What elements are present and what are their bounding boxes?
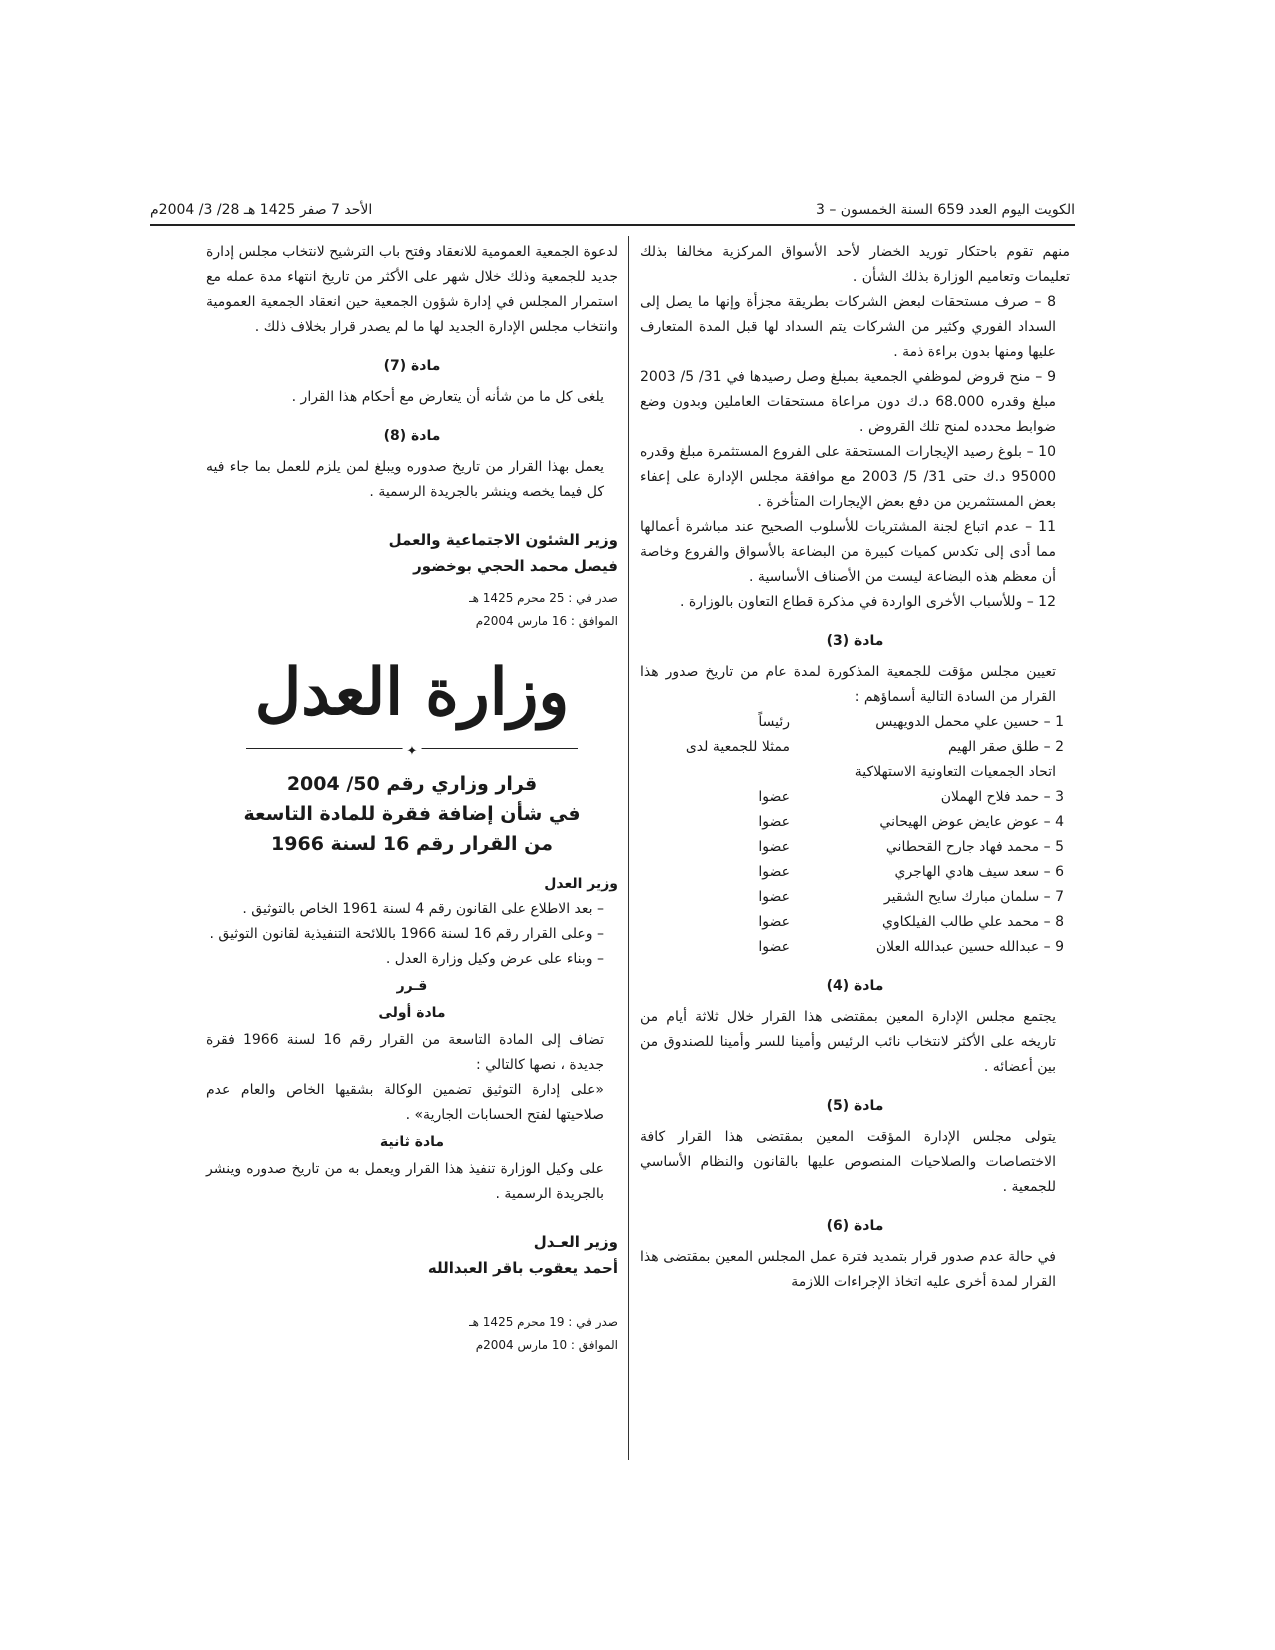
left-column	[206, 240, 618, 1357]
continued-text-left: لدعوة الجمعية العمومية للانعقاد وفتح باب الترشيح لانتخاب مجلس إدارة جديد للجمعية وذلك خلال شهر على الأكثر من تاريخ انتهاء مدة عمله مع استمرار المجلس في إدارة شؤون الجمعية حين انعقاد الجمعية العمومية وانتخاب مجلس الإدارة الجديد لها ما لم يصدر قرار بخلاف ذلك .	[206, 244, 618, 335]
member-role	[680, 760, 790, 785]
member-role: عضوا	[758, 789, 790, 805]
header-rule	[150, 224, 1075, 226]
decision-title	[206, 769, 618, 859]
article-6-text: في حالة عدم صدور قرار بتمديد فترة عمل المجلس المعين بمقتضى هذا القرار لمدة أخرى عليه اتخاذ الإجراءات اللازمة	[640, 1249, 1056, 1290]
decision-title-line-1: قرار وزاري رقم 50/ 2004	[286, 773, 538, 795]
article-8-title: مادة (8)	[383, 428, 441, 444]
decision-title-line-3: من القرار رقم 16 لسنة 1966	[271, 833, 553, 855]
article-first-text: تضاف إلى المادة التاسعة من القرار رقم 16 لسنة 1966 فقرة جديدة ، نصها كالتالي :	[206, 1032, 604, 1073]
member-row	[640, 910, 1070, 935]
issued-date-1: صدر في : 25 محرم 1425 هـ	[469, 591, 618, 605]
article-5-text: يتولى مجلس الإدارة المؤقت المعين بمقتضى هذا القرار كافة الاختصاصات والصلاحيات المنصوص عليها بالقانون والنظام الأساسي للجمعية .	[640, 1129, 1056, 1195]
continued-text: منهم تقوم باحتكار توريد الخضار لأحد الأسواق المركزية مخالفا بذلك تعليمات وتعاميم الوزارة بذلك الشأن .	[640, 244, 1070, 285]
member-name: 4 – عوض عايض عوض الهيحاني	[879, 814, 1064, 830]
item-8: 8 – صرف مستحقات لبعض الشركات بطريقة مجزأة وإنها ما يصل إلى السداد الفوري وكثير من الشركات يتم السداد لها قبل المدة المتعارف عليها ومنها بدون براءة ذمة .	[640, 294, 1056, 360]
header-date: الأحد 7 صفر 1425 هـ 28/ 3/ 2004م	[150, 202, 373, 218]
member-name: 5 – محمد فهاد جارح القحطاني	[885, 839, 1064, 855]
member-role: عضوا	[758, 889, 790, 905]
member-row	[640, 760, 1070, 785]
member-name: اتحاد الجمعيات التعاونية الاستهلاكية	[854, 764, 1056, 780]
agreed-date-1: الموافق : 16 مارس 2004م	[475, 614, 618, 628]
member-row	[640, 710, 1070, 735]
member-name: 6 – سعد سيف هادي الهاجري	[894, 864, 1064, 880]
header-issue-info: الكويت اليوم العدد 659 السنة الخمسون – 3	[815, 202, 1075, 218]
article-8-text: يعمل بهذا القرار من تاريخ صدوره ويبلغ لمن يلزم للعمل بما جاء فيه كل فيما يخصه وينشر بالجريدة الرسمية .	[206, 459, 604, 500]
preamble-1: – بعد الاطلاع على القانون رقم 4 لسنة 1961 الخاص بالتوثيق .	[242, 901, 604, 917]
minister-label: وزير العدل	[544, 876, 618, 892]
article-7-title: مادة (7)	[383, 358, 441, 374]
item-12: 12 – وللأسباب الأخرى الواردة في مذكرة قطاع التعاون بالوزارة .	[680, 594, 1056, 610]
member-row	[640, 735, 1070, 760]
member-role: عضوا	[758, 939, 790, 955]
member-row	[640, 810, 1070, 835]
article-6-title: مادة (6)	[826, 1218, 884, 1234]
item-11: 11 – عدم اتباع لجنة المشتريات للأسلوب الصحيح عند مباشرة أعمالها مما أدى إلى تكدس كميات كبيرة من البضاعة بالأسواق والفروع وخاصة أن معظم هذه البضاعة ليست من الأصناف الأساسية .	[640, 519, 1056, 585]
article-second-title: مادة ثانية	[379, 1134, 445, 1150]
preamble-3: – وبناء على عرض وكيل وزارة العدل .	[385, 951, 604, 967]
article-7-text: يلغى كل ما من شأنه أن يتعارض مع أحكام هذا القرار .	[291, 389, 604, 405]
preamble-2: – وعلى القرار رقم 16 لسنة 1966 باللائحة التنفيذية لقانون التوثيق .	[209, 926, 604, 942]
member-name: 2 – طلق صقر الهيم	[947, 739, 1064, 755]
article-first-quote: «على إدارة التوثيق تضمين الوكالة بشقيها الخاص والعام عدم صلاحيتها لفتح الحسابات الجارية» .	[206, 1082, 604, 1123]
issued-date-2: صدر في : 19 محرم 1425 هـ	[469, 1315, 618, 1329]
agreed-date-2: الموافق : 10 مارس 2004م	[475, 1338, 618, 1352]
article-4-text: يجتمع مجلس الإدارة المعين بمقتضى هذا القرار خلال ثلاثة أيام من تاريخه على الأكثر لانتخاب نائب الرئيس وأمينا للسر وأمينا للصندوق من بين أعضائه .	[640, 1009, 1056, 1075]
page-header	[150, 200, 1075, 224]
logo-divider	[246, 741, 578, 759]
right-column	[640, 240, 1070, 1295]
minister-1-title: وزير الشئون الاجتماعية والعمل	[388, 531, 618, 549]
member-row	[640, 785, 1070, 810]
item-10: 10 – بلوغ رصيد الإيجارات المستحقة على الفروع المستثمرة مبلغ وقدره 95000 د.ك حتى 31/ 5/ 2003 مع موافقة مجلس الإدارة على إعفاء بعض المستثمرين من دفع بعض الإيجارات المتأخرة .	[640, 444, 1057, 510]
member-row	[640, 860, 1070, 885]
council-members-list	[640, 710, 1070, 960]
member-role: عضوا	[758, 864, 790, 880]
member-role: رئيساً	[758, 714, 790, 730]
decision-title-line-2: في شأن إضافة فقرة للمادة التاسعة	[243, 803, 581, 825]
member-role: عضوا	[758, 814, 790, 830]
member-row	[640, 935, 1070, 960]
article-5-title: مادة (5)	[826, 1098, 884, 1114]
article-second-text: على وكيل الوزارة تنفيذ هذا القرار ويعمل به من تاريخ صدوره وينشر بالجريدة الرسمية .	[206, 1161, 604, 1202]
minister-2-name: أحمد يعقوب باقر العبدالله	[427, 1259, 618, 1277]
article-first-title: مادة أولى	[378, 1005, 446, 1021]
member-name: 8 – محمد علي طالب الفيلكاوي	[881, 914, 1064, 930]
member-name: 7 – سلمان مبارك سايح الشقير	[883, 889, 1064, 905]
minister-1-name: فيصل محمد الحجي بوخضور	[413, 557, 618, 575]
article-3-title: مادة (3)	[826, 633, 884, 649]
ministry-of-justice-logo	[206, 651, 618, 735]
article-4-title: مادة (4)	[826, 978, 884, 994]
minister-2-title: وزير العـدل	[533, 1233, 618, 1251]
member-name: 9 – عبدالله حسين عبدالله العلان	[875, 939, 1064, 955]
decided-label: قـرر	[396, 978, 428, 994]
member-name: 1 – حسين علي محمل الدويهيس	[875, 714, 1064, 730]
member-role: ممثلا للجمعية لدى	[685, 739, 790, 755]
item-9: 9 – منح قروض لموظفي الجمعية بمبلغ وصل رصيدها في 31/ 5/ 2003 مبلغ وقدره 68.000 د.ك دون مراعاة مستحقات العاملين وبدون وضع ضوابط محدده لمنح تلك القروض .	[640, 369, 1057, 435]
member-role: عضوا	[758, 839, 790, 855]
member-name: 3 – حمد فلاح الهملان	[940, 789, 1064, 805]
ministry-logo-text: وزارة العدل	[254, 655, 570, 730]
article-3-text: تعيين مجلس مؤقت للجمعية المذكورة لمدة عام من تاريخ صدور هذا القرار من السادة التالية أسماؤهم :	[640, 664, 1056, 705]
member-row	[640, 885, 1070, 910]
ornament-icon: ✦	[403, 739, 422, 764]
column-divider	[628, 236, 629, 1460]
member-row	[640, 835, 1070, 860]
member-role: عضوا	[758, 914, 790, 930]
